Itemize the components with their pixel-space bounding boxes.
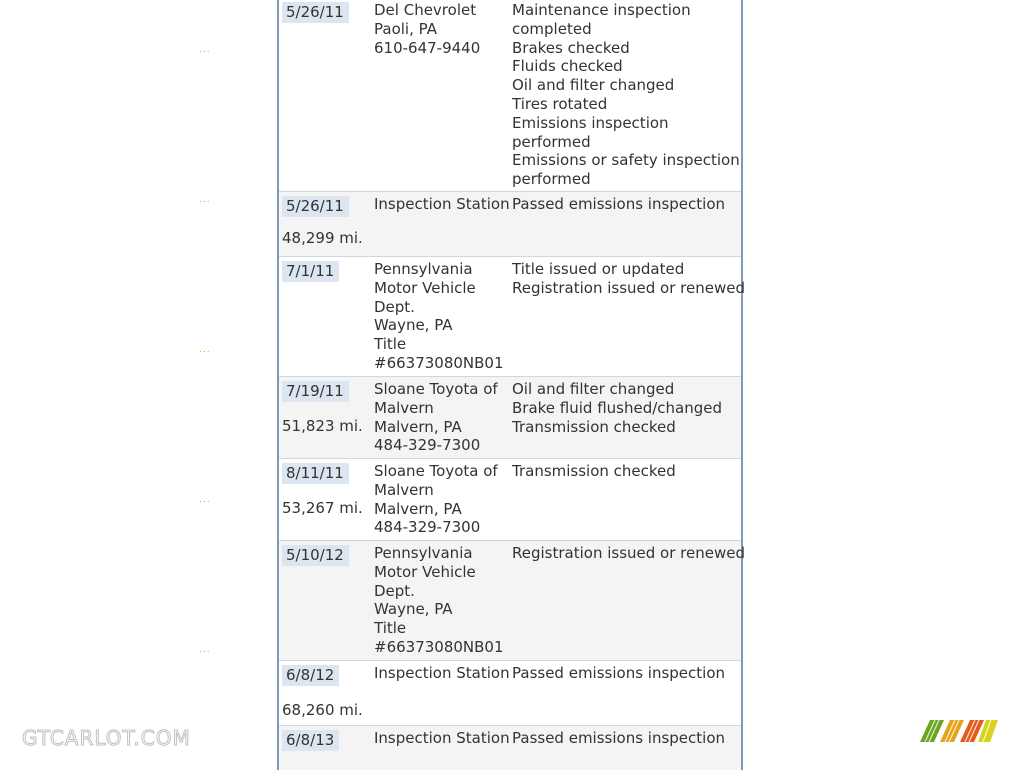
- record-source: Pennsylvania Motor Vehicle Dept. Wayne, PA Title #66373080NB01: [374, 260, 504, 372]
- record-details: Passed emissions inspection: [512, 729, 726, 747]
- history-row: [279, 661, 741, 726]
- record-date: 6/8/12: [282, 665, 339, 686]
- logo-stripes: [920, 720, 998, 742]
- history-row: [279, 0, 741, 192]
- history-row: [279, 459, 741, 541]
- record-source: Sloane Toyota of Malvern Malvern, PA 484-329-7300: [374, 462, 498, 537]
- racing-stripes-logo-icon: [920, 720, 1000, 742]
- record-source: Sloane Toyota of Malvern Malvern, PA 484-329-7300: [374, 380, 498, 455]
- record-date: 7/1/11: [282, 261, 339, 282]
- vehicle-history-table: [277, 0, 743, 770]
- logo-stripe-orange: [940, 720, 964, 742]
- site-watermark: GTCARLOT.COM: [22, 726, 191, 750]
- record-mileage: 68,260 mi.: [282, 701, 363, 719]
- history-row: [279, 257, 745, 377]
- record-mileage: 48,299 mi.: [282, 229, 363, 247]
- record-details: Oil and filter changed Brake fluid flushed/changed Transmission checked: [512, 380, 723, 436]
- record-source: Del Chevrolet Paoli, PA 610-647-9440: [374, 1, 481, 57]
- record-date: 7/19/11: [282, 381, 349, 402]
- record-date: 5/10/12: [282, 545, 349, 566]
- record-details: Title issued or updated Registration issued or renewed: [512, 260, 745, 297]
- logo-stripe-green: [920, 720, 944, 742]
- record-date: 6/8/13: [282, 730, 339, 751]
- history-row: [279, 192, 741, 257]
- record-details: Passed emissions inspection: [512, 195, 726, 213]
- gutter-marker: ...: [199, 45, 211, 55]
- gutter-marker: ...: [199, 645, 211, 655]
- gutter-marker: ...: [199, 495, 211, 505]
- record-details: Passed emissions inspection: [512, 664, 726, 682]
- history-row: [279, 541, 745, 661]
- record-date: 5/26/11: [282, 196, 349, 217]
- record-date: 5/26/11: [282, 2, 349, 23]
- history-row: [279, 726, 741, 770]
- record-date: 8/11/11: [282, 463, 349, 484]
- record-source: Inspection Station: [374, 664, 510, 682]
- record-details: Registration issued or renewed: [512, 544, 745, 562]
- record-source: Inspection Station: [374, 195, 510, 213]
- record-source: Inspection Station: [374, 729, 510, 747]
- record-mileage: 51,823 mi.: [282, 417, 363, 435]
- gutter-marker: ...: [199, 345, 211, 355]
- history-row: [279, 377, 741, 459]
- record-details: Transmission checked: [512, 462, 676, 480]
- record-mileage: 53,267 mi.: [282, 499, 363, 517]
- record-source: Pennsylvania Motor Vehicle Dept. Wayne, PA Title #66373080NB01: [374, 544, 504, 656]
- record-details: Maintenance inspection completed Brakes checked Fluids checked Oil and filter changed Tires rotated Emissions inspection performed Emissions or safety inspection performed: [512, 1, 740, 189]
- gutter-marker: ...: [199, 195, 211, 205]
